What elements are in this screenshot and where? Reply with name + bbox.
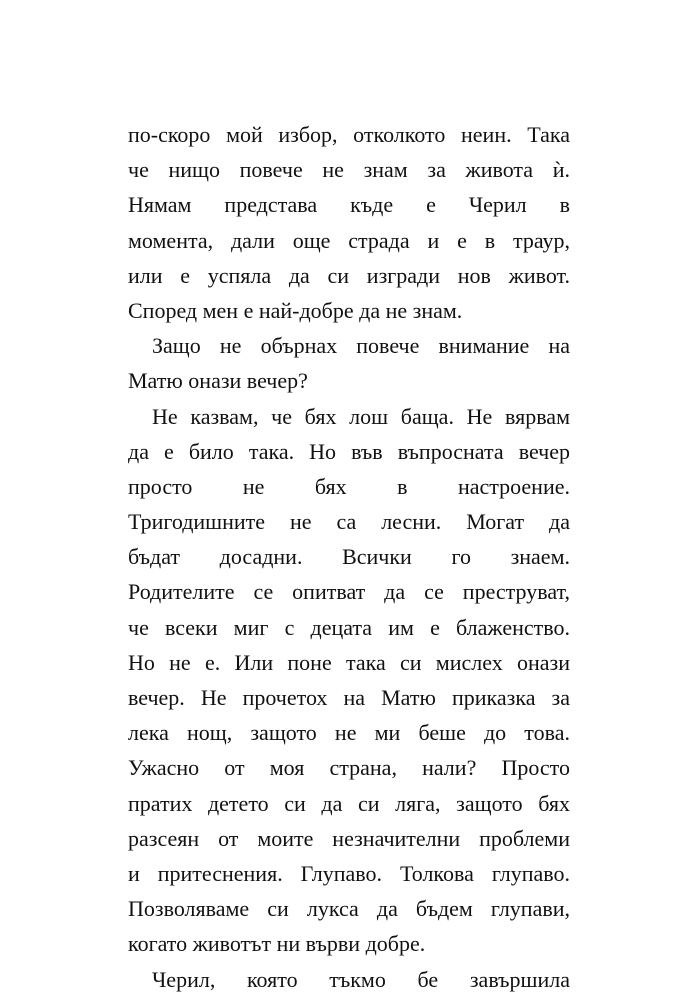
text-line: че всеки миг с децата им е блаженство. bbox=[128, 614, 570, 640]
text-line: разсеян от моите незначителни проблеми bbox=[128, 825, 570, 851]
text-line: Тригодишните не са лесни. Могат да bbox=[128, 509, 570, 535]
text-line: по-скоро мой избор, отколкото неин. Така bbox=[128, 122, 570, 147]
text-line: момента, дали още страда и е в траур, bbox=[128, 227, 570, 253]
text-line: и притеснения. Глупаво. Толкова глупаво. bbox=[128, 860, 570, 886]
text-line: Ужасно от моя страна, нали? Просто bbox=[128, 755, 570, 781]
text-line: че нищо повече не знам за живота ѝ. bbox=[128, 157, 570, 183]
page-text bbox=[128, 117, 570, 997]
text-line: лека нощ, защото не ми беше до това. bbox=[128, 720, 570, 746]
text-line: бъдат досадни. Всички го знаем. bbox=[128, 544, 570, 570]
text-line: Позволяваме си лукса да бъдем глупави, bbox=[128, 896, 570, 922]
text-line: когато животът ни върви добре. bbox=[128, 931, 426, 957]
text-line: пратих детето си да си лягa, защото бях bbox=[128, 790, 570, 816]
text-line: Матю онази вечер? bbox=[128, 368, 308, 394]
text-line: Нямам представа къде е Черил в bbox=[128, 192, 570, 218]
text-line: Родителите се опитват да се преструват, bbox=[128, 579, 570, 605]
text-line: или е успяла да си изгради нов живот. bbox=[128, 262, 570, 288]
text-line: Според мен е най-добре да не знам. bbox=[128, 297, 463, 323]
text-line: просто не бях в настроение. bbox=[128, 473, 570, 499]
text-line: да е било така. Но във въпросната вечер bbox=[128, 438, 570, 464]
text-line: вечер. Не прочетох на Матю приказка за bbox=[128, 685, 570, 710]
text-line: Защо не обърнах повече внимание на bbox=[152, 333, 570, 359]
text-line: Черил, която тъкмо бе завършила bbox=[152, 966, 570, 992]
text-line: Не казвам, че бях лош баща. Не вярвам bbox=[152, 403, 570, 429]
text-line: Но не е. Или поне така си мислех онази bbox=[128, 649, 570, 675]
